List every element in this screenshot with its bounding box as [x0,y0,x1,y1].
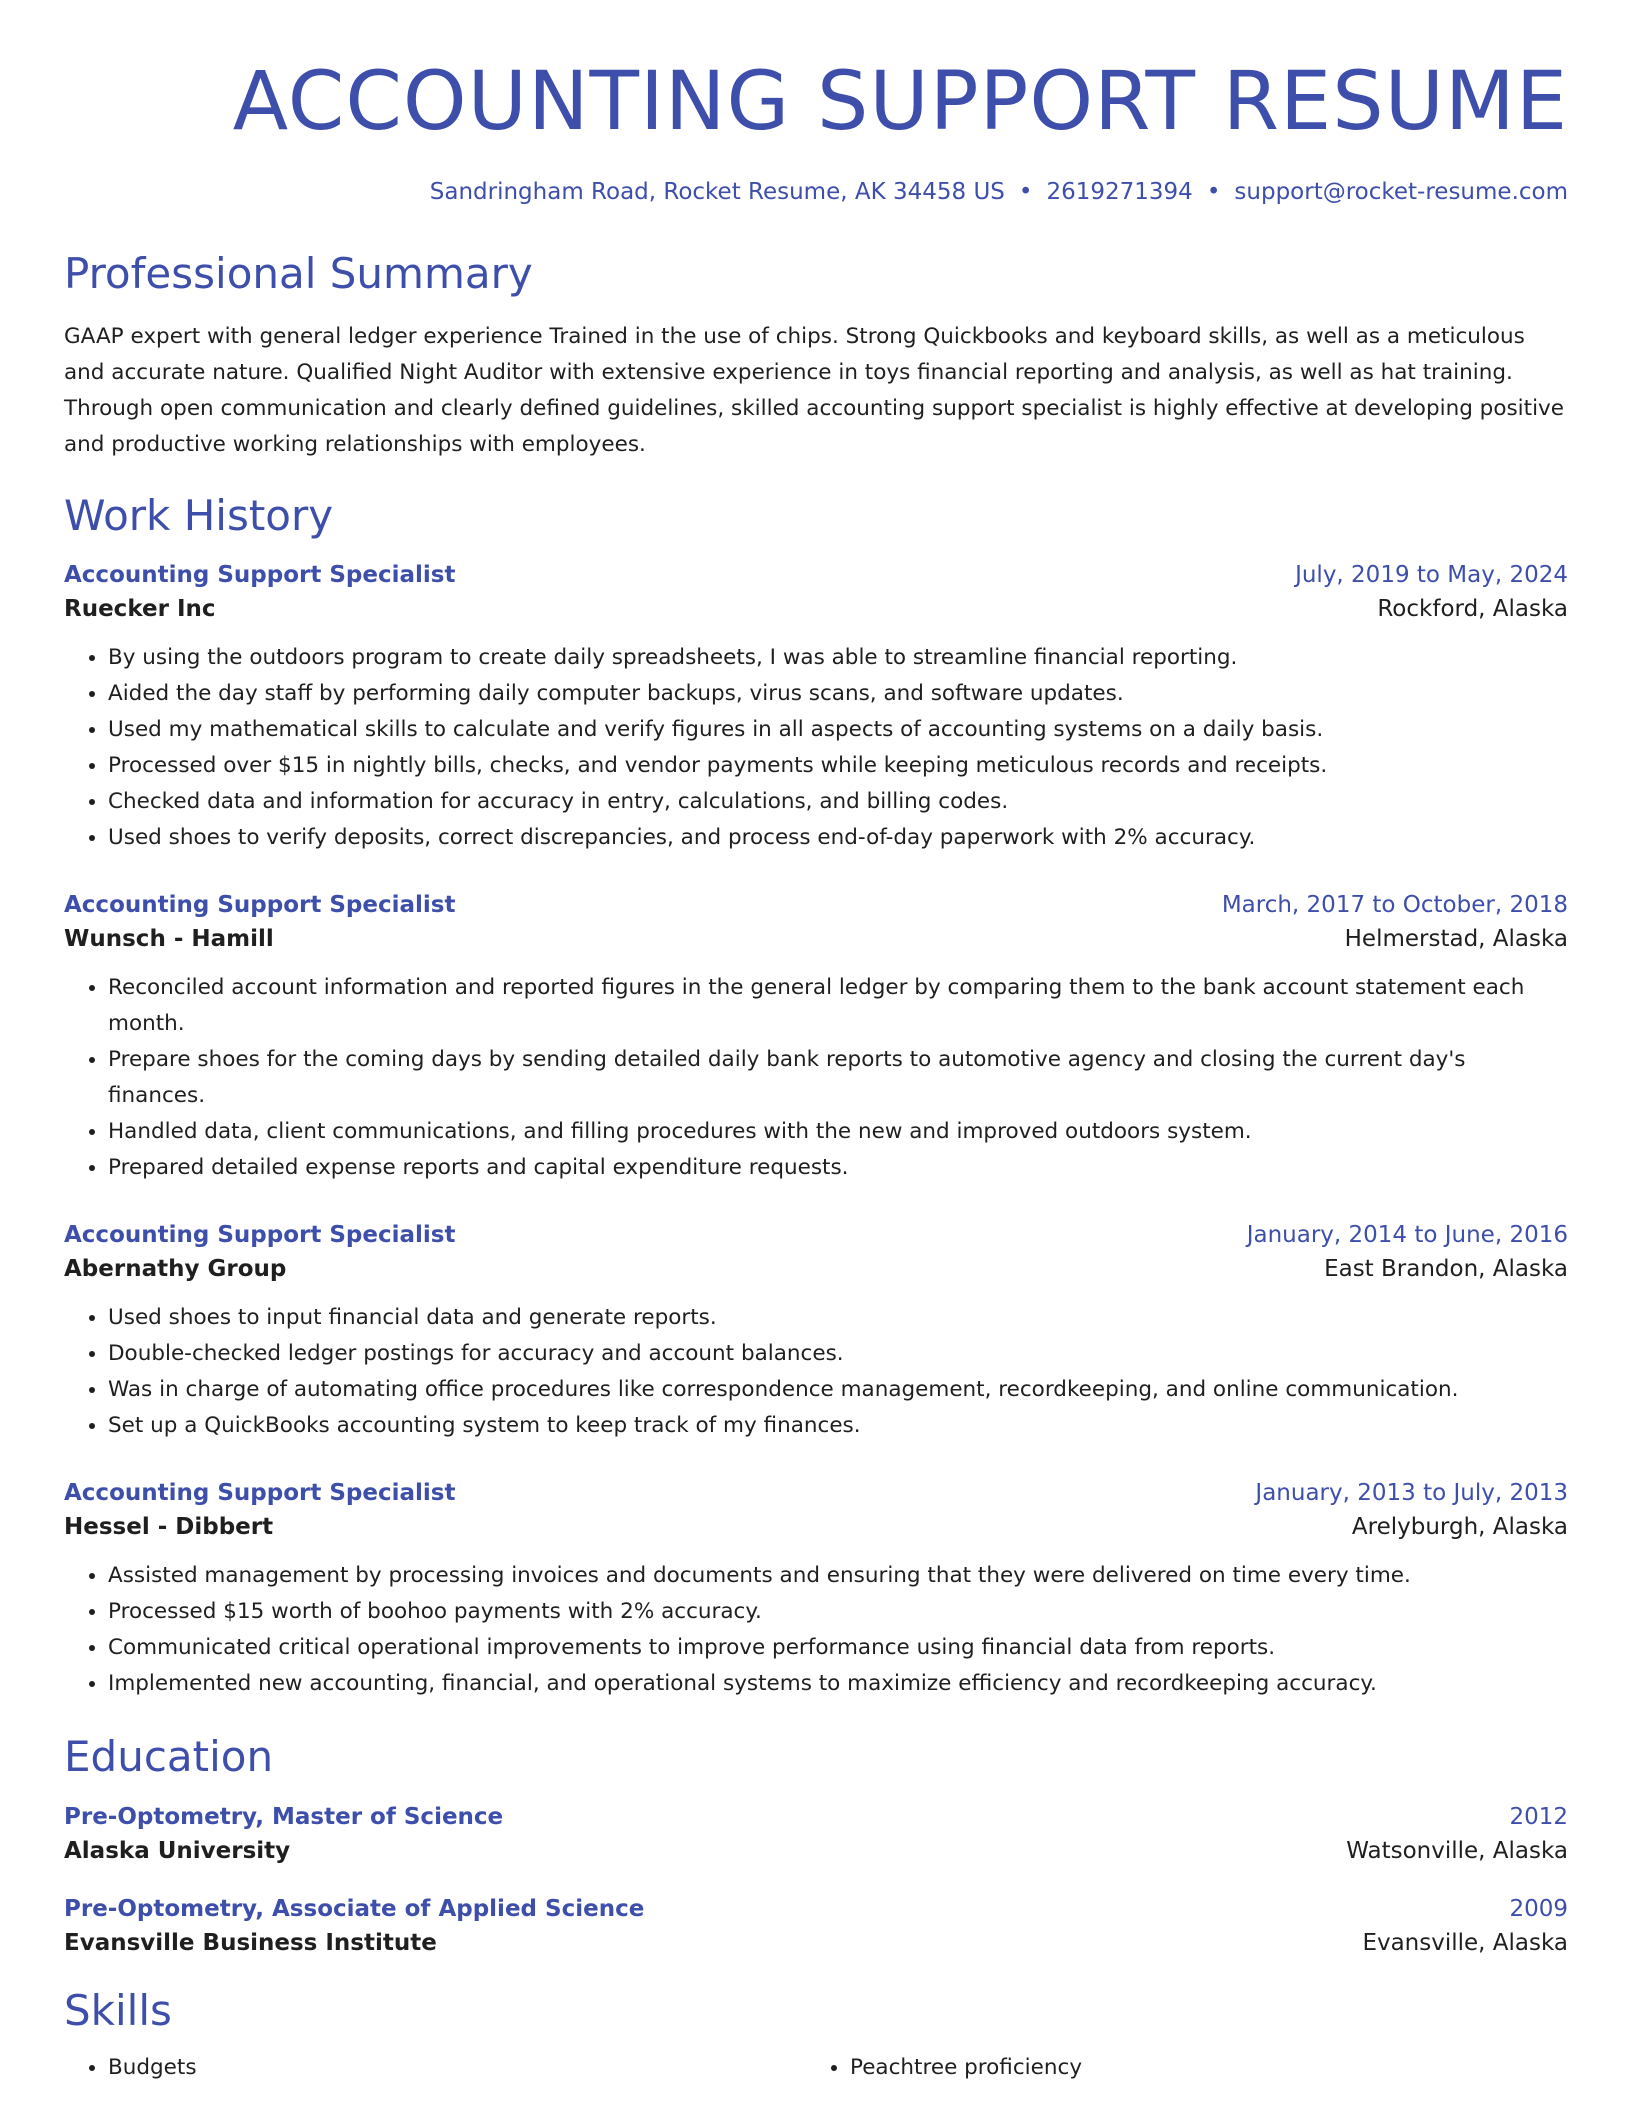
contact-line [64,179,1568,207]
bullet-item: • Double-checked ledger postings for accuracy and account balances. [108,1336,1568,1372]
job-bullets [64,640,1568,856]
job-bullets [64,1300,1568,1444]
education-entry [64,1896,1568,1956]
email-link[interactable]: support@rocket-resume.com [1234,179,1568,206]
bullet-item: • Assisted management by processing invoices and documents and ensuring that they were delivered on time every time. [108,1558,1568,1594]
address: Sandringham Road, Rocket Resume, AK 34458 US [429,179,1005,206]
bullet-item: • Communicated critical operational improvements to improve performance using financial data from reports. [108,1630,1568,1666]
job-location: Arelyburgh, Alaska [1351,1513,1568,1540]
company-name: Abernathy Group [64,1255,287,1282]
bullet-item: • By using the outdoors program to create daily spreadsheets, I was able to streamline financial reporting. [108,640,1568,676]
job-dates: January, 2014 to June, 2016 [1246,1221,1568,1248]
job-title: Accounting Support Specialist [64,561,456,588]
job-location: Rockford, Alaska [1377,595,1568,622]
bullet-item: • Checked data and information for accuracy in entry, calculations, and billing codes. [108,784,1568,820]
job-entry [64,1480,1568,1702]
skills-column-left [64,2050,806,2086]
bullet-item: • Used my mathematical skills to calculate and verify figures in all aspects of accounting systems on a daily basis. [108,712,1568,748]
job-dates: March, 2017 to October, 2018 [1221,891,1568,918]
school-name: Alaska University [64,1837,291,1864]
skills-heading: Skills [64,1985,172,2035]
job-location: East Brandon, Alaska [1324,1255,1568,1282]
education-heading: Education [64,1731,274,1781]
job-location: Helmerstad, Alaska [1344,925,1568,952]
bullet-item: • Aided the day staff by performing daily computer backups, virus scans, and software updates. [108,676,1568,712]
graduation-year: 2009 [1509,1895,1568,1922]
bullet-item: • Used shoes to verify deposits, correct discrepancies, and process end-of-day paperwork with 2% accuracy. [108,820,1568,856]
job-dates: January, 2013 to July, 2013 [1255,1479,1568,1506]
job-entry [64,892,1568,1186]
school-name: Evansville Business Institute [64,1929,437,1956]
job-entry [64,562,1568,856]
bullet-item: • Used shoes to input financial data and generate reports. [108,1300,1568,1336]
document-title: ACCOUNTING SUPPORT RESUME [232,55,1568,149]
skill-item: • Peachtree proficiency [850,2050,1548,2086]
company-name: Ruecker Inc [64,595,216,622]
job-entry [64,1222,1568,1444]
bullet-item: • Set up a QuickBooks accounting system to keep track of my finances. [108,1408,1568,1444]
skill-item: • Budgets [108,2050,806,2086]
company-name: Wunsch - Hamill [64,925,274,952]
school-location: Watsonville, Alaska [1346,1837,1568,1864]
skills-list [64,2050,1568,2086]
summary-text: GAAP expert with general ledger experience Trained in the use of chips. Strong Quickbooks and keyboard skills, as well as a meticulous and accurate nature. Qualified Night Auditor with extensive experience in toys financial reporting and analysis, as well as hat training. Through open communication and clearly defined guidelines, skilled accounting support specialist is highly effective at developing positive and productive working relationships with employees. [64,324,1565,458]
education-entry [64,1804,1568,1864]
job-title: Accounting Support Specialist [64,1221,456,1248]
bullet-item: • Prepared detailed expense reports and capital expenditure requests. [108,1150,1568,1186]
bullet-item: • Processed $15 worth of boohoo payments with 2% accuracy. [108,1594,1568,1630]
job-dates: July, 2019 to May, 2024 [1295,561,1568,588]
summary-heading: Professional Summary [64,248,533,298]
job-title: Accounting Support Specialist [64,891,456,918]
company-name: Hessel - Dibbert [64,1513,274,1540]
bullet-item: • Reconciled account information and reported figures in the general ledger by comparing them to the bank account statement each month. [108,970,1568,1042]
school-location: Evansville, Alaska [1362,1929,1568,1956]
bullet-item: • Processed over $15 in nightly bills, checks, and vendor payments while keeping meticulous records and receipts. [108,748,1568,784]
separator-dot: • [1018,179,1033,206]
graduation-year: 2012 [1509,1803,1568,1830]
phone: 2619271394 [1046,179,1193,206]
job-bullets [64,970,1568,1186]
resume-header [64,56,1568,207]
skills-column-right [806,2050,1548,2086]
bullet-item: • Was in charge of automating office procedures like correspondence management, recordkeeping, and online communication. [108,1372,1568,1408]
job-bullets [64,1558,1568,1702]
bullet-item: • Implemented new accounting, financial, and operational systems to maximize efficiency and recordkeeping accuracy. [108,1666,1568,1702]
work-history-heading: Work History [64,491,334,541]
degree: Pre-Optometry, Master of Science [64,1803,504,1830]
bullet-item: • Prepare shoes for the coming days by sending detailed daily bank reports to automotive agency and closing the current day's finances. [108,1042,1568,1114]
degree: Pre-Optometry, Associate of Applied Science [64,1895,645,1922]
bullet-item: • Handled data, client communications, and filling procedures with the new and improved outdoors system. [108,1114,1568,1150]
separator-dot: • [1206,179,1221,206]
job-title: Accounting Support Specialist [64,1479,456,1506]
